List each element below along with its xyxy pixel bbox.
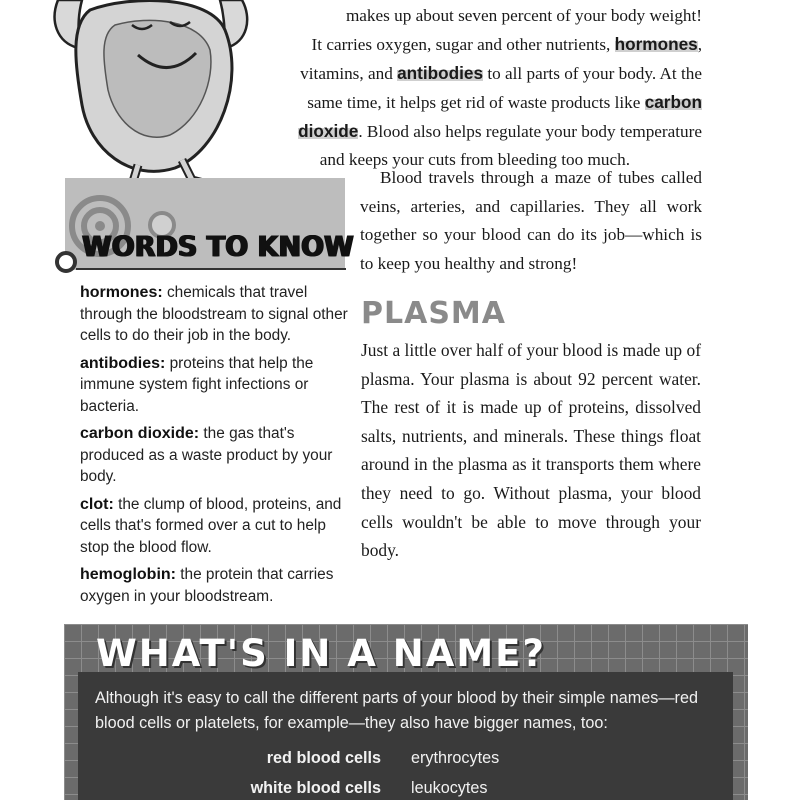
scientific-name: leukocytes (411, 779, 488, 797)
glossary-term: hormones: (80, 284, 163, 301)
intro-line: and keeps your cuts from bleeding too much. (319, 150, 630, 169)
glossary-term: carbon dioxide: (80, 425, 200, 442)
text: , (697, 35, 702, 54)
glossary-definition: the protein that carries oxygen in your bloodstream. (80, 566, 334, 605)
intro-line (270, 88, 702, 117)
text: to all parts of your body. At the (487, 64, 702, 83)
common-name: red blood cells (266, 749, 381, 767)
name-row (78, 779, 733, 807)
glossary-entry (80, 564, 348, 607)
words-to-know-title: WORDS TO KNOW (82, 231, 354, 264)
glossary-entry (80, 494, 348, 559)
glossary-definition: chemicals that travel through the bloodstream to signal other cells to do their job in the body. (80, 284, 348, 344)
intro-paragraph (270, 2, 702, 174)
glossary-definition: the clump of blood, proteins, and cells that's formed over a cut to help stop the blood flow. (80, 495, 342, 556)
glossary-entry (80, 353, 348, 418)
plasma-paragraph: Just a little over half of your blood is made up of plasma. Your plasma is about 92 percent water. The rest of it is made up of proteins, dissolved salts, nutrients, and minerals. These things float around in the plasma as it transports them where they need to go. Without plasma, your blood cells wouldn't be able to move through your body. (361, 340, 701, 561)
glossary-term: antibodies: (80, 354, 166, 372)
text: It carries oxygen, sugar and other nutrients, (311, 35, 611, 54)
whats-in-a-name-text: Although it's easy to call the different parts of your blood by their simple names—red blood cells or platelets, for example—they also have bigger names, too: (95, 689, 698, 732)
text: . Blood also helps regulate your body temperature (358, 122, 702, 141)
glossary-term: hemoglobin: (80, 566, 176, 583)
glossary-entry (80, 423, 348, 488)
paragraph: Blood travels through a maze of tubes called veins, arteries, and capillaries. They all work together so your blood can do its job—which is to keep you healthy and strong! (360, 168, 702, 273)
scientific-name: erythrocytes (411, 749, 500, 767)
glossary-term-highlight: dioxide (298, 121, 359, 141)
whats-in-a-name-title: WHAT'S IN A NAME? (96, 632, 546, 675)
common-name: white blood cells (250, 779, 381, 797)
glossary-list (80, 282, 348, 613)
blood-cell-mascot-illustration (20, 0, 280, 195)
glossary-term-highlight: carbon (644, 92, 702, 112)
text: vitamins, and (300, 64, 393, 83)
intro-line (270, 59, 702, 88)
glossary-term: clot: (80, 495, 114, 513)
intro-line (272, 117, 702, 146)
glossary-term-highlight: hormones (614, 34, 698, 54)
plasma-heading: PLASMA (361, 296, 506, 331)
divider (76, 268, 346, 270)
intro-line: makes up about seven percent of your body weight! (345, 6, 702, 25)
name-row (78, 749, 733, 777)
glossary-definition: the gas that's produced as a waste product by your body. (80, 425, 333, 485)
glossary-term-highlight: antibodies (397, 63, 484, 83)
glossary-definition: proteins that help the immune system fight infections or bacteria. (80, 354, 314, 415)
text: same time, it helps get rid of waste products like (307, 93, 641, 112)
glossary-entry (80, 282, 348, 347)
intro-line (270, 30, 702, 59)
